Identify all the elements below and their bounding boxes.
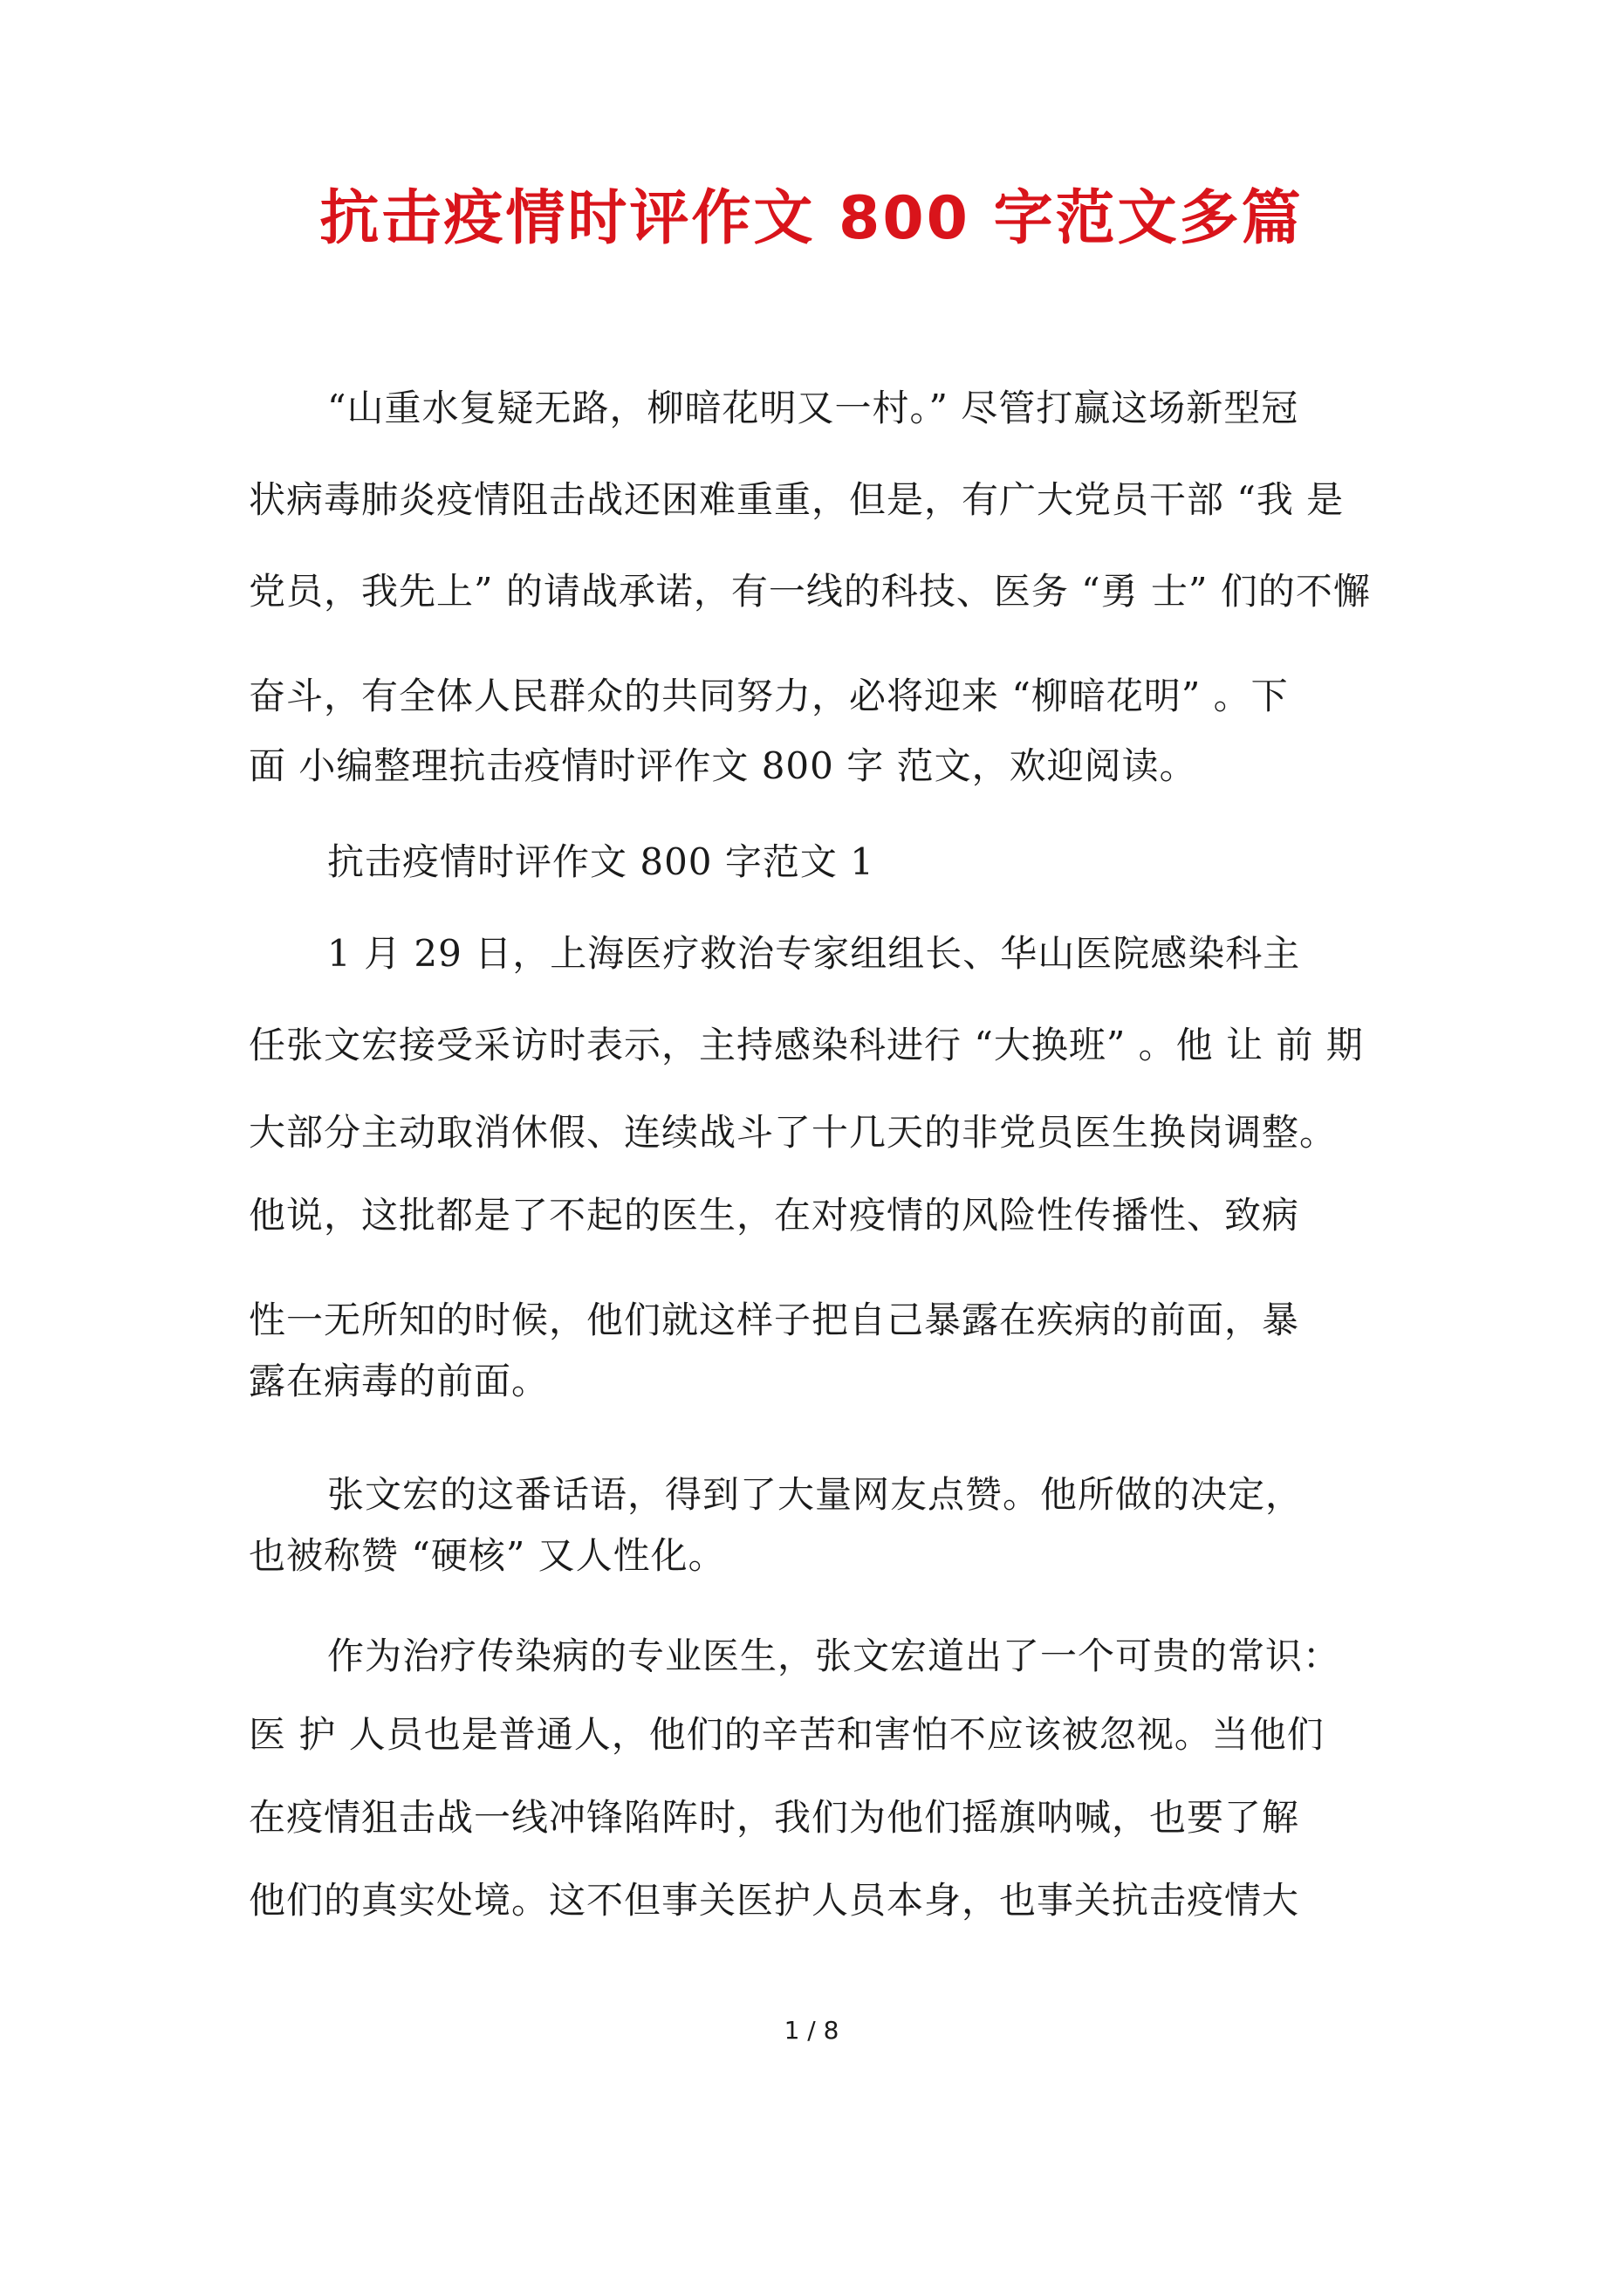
paragraph-line: 状病毒肺炎疫情阻击战还困难重重，但是，有广大党员干部 “我 是 xyxy=(249,478,1345,521)
paragraph-line: 面 小编整理抗击疫情时评作文 800 字 范文，欢迎阅读。 xyxy=(249,744,1197,787)
paragraph-line: 他们的真实处境。这不但事关医护人员本身，也事关抗击疫情大 xyxy=(249,1879,1300,1922)
page-number: 1 / 8 xyxy=(784,2016,839,2045)
paragraph-line: 大部分主动取消休假、连续战斗了十几天的非党员医生换岗调整。 xyxy=(249,1111,1338,1154)
paragraph-line: 任张文宏接受采访时表示，主持感染科进行 “大换班” 。他 让 前 期 xyxy=(249,1024,1364,1066)
paragraph-line: 1 月 29 日，上海医疗救治专家组组长、华山医院感染科主 xyxy=(327,932,1301,975)
section-heading: 抗击疫情时评作文 800 字范文 1 xyxy=(327,840,874,883)
paragraph-line: 性一无所知的时候，他们就这样子把自己暴露在疾病的前面，暴 xyxy=(249,1299,1300,1341)
paragraph-line: 张文宏的这番话语，得到了大量网友点赞。他所做的决定， xyxy=(327,1473,1304,1516)
document-title: 抗击疫情时评作文 800 字范文多篇 xyxy=(319,184,1304,253)
paragraph-line: 医 护 人员也是普通人，他们的辛苦和害怕不应该被忽视。当他们 xyxy=(249,1713,1325,1756)
paragraph-line: 他说，这批都是了不起的医生，在对疫情的风险性传播性、致病 xyxy=(249,1194,1300,1237)
paragraph-line: “山重水复疑无路，柳暗花明又一村。” 尽管打赢这场新型冠 xyxy=(327,387,1299,429)
paragraph-line: 奋斗，有全体人民群众的共同努力，必将迎来 “柳暗花明” 。下 xyxy=(249,675,1289,717)
paragraph-line: 也被称赞 “硬核” 又人性化。 xyxy=(249,1534,726,1577)
paragraph-line: 作为治疗传染病的专业医生，张文宏道出了一个可贵的常识： xyxy=(327,1635,1341,1677)
paragraph-line: 党员，我先上” 的请战承诺，有一线的科技、医务 “勇 士” 们的不懈 xyxy=(249,570,1371,613)
paragraph-line: 在疫情狙击战一线冲锋陷阵时，我们为他们摇旗呐喊，也要了解 xyxy=(249,1796,1300,1839)
paragraph-line: 露在病毒的前面。 xyxy=(249,1360,550,1402)
